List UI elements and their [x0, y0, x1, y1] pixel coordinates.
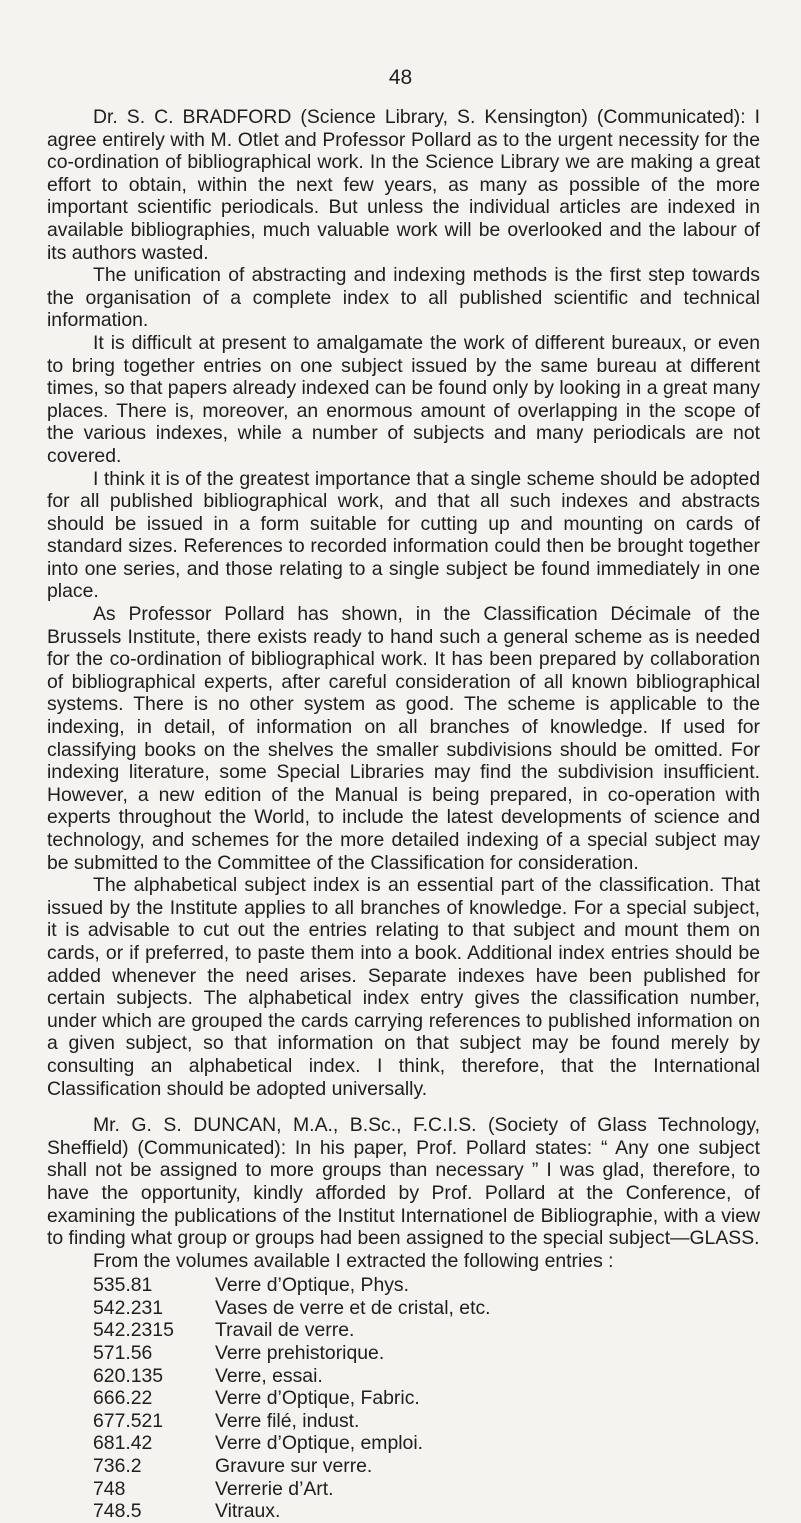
- entry-code: 677.521: [93, 1409, 164, 1432]
- list-item: [93, 1319, 760, 1342]
- list-item: [93, 1455, 760, 1478]
- entry-code: 736.2: [93, 1455, 142, 1478]
- list-item: [93, 1342, 760, 1365]
- entry-code: 681.42: [93, 1432, 153, 1455]
- entry-code: 748.5: [93, 1500, 142, 1523]
- classification-entries-list: [93, 1274, 760, 1523]
- entry-code: 620.135: [93, 1364, 164, 1387]
- entry-code: 748: [93, 1477, 126, 1500]
- body-text: [47, 106, 760, 1523]
- list-item: [93, 1410, 760, 1433]
- entry-description: Verrerie d’Art.: [215, 1477, 334, 1500]
- paragraph-entries-intro: From the volumes available I extracted the following entries :: [93, 1249, 614, 1272]
- entry-code: 535.81: [93, 1274, 153, 1297]
- list-item: [93, 1297, 760, 1320]
- entry-description: Verre d’Optique, Phys.: [215, 1274, 410, 1297]
- paragraph-amalgamate: It is difficult at present to amalgamate the work of different bureaux, or even to bring together entries on one subject issued by the same bureau at different times, so that papers already indexed can be found only by looking in a great many places. There is, moreover, an enormous amount of overlapping in the scope of the various indexes, while a number of subjects and many periodicals are not covered.: [47, 331, 760, 467]
- entry-description: Travail de verre.: [215, 1319, 355, 1342]
- list-item: [93, 1478, 760, 1501]
- entry-code: 666.22: [93, 1387, 153, 1410]
- entry-description: Verre d’Optique, emploi.: [215, 1432, 424, 1455]
- entry-code: 542.231: [93, 1296, 164, 1319]
- entry-description: Gravure sur verre.: [215, 1455, 373, 1478]
- entry-description: Verre, essai.: [215, 1364, 323, 1387]
- entry-description: Vitraux.: [215, 1500, 281, 1523]
- paragraph-unification: The unification of abstracting and indexing methods is the first step towards the organisation of a complete index to all published scientific and technical information.: [47, 264, 760, 332]
- list-item: [93, 1387, 760, 1410]
- entry-code: 571.56: [93, 1342, 153, 1365]
- list-item: [93, 1500, 760, 1523]
- paragraph-alphabetical-index: The alphabetical subject index is an essential part of the classification. That issued by the Institute applies to all branches of knowledge. For a special subject, it is advisable to cut out the entries relating to that subject and mount them on cards, or if preferred, to paste them into a book. Additional index entries should be added whenever the need arises. Separate indexes have been published for certain subjects. The alphabetical index entry gives the classification number, under which are grouped the cards carrying references to published information on a given subject, so that information on that subject may be found merely by consulting an alphabetical index. I think, therefore, that the International Classification should be adopted universally.: [47, 874, 760, 1100]
- entry-description: Verre d’Optique, Fabric.: [215, 1387, 420, 1410]
- paragraph-duncan-intro: Mr. G. S. DUNCAN, M.A., B.Sc., F.C.I.S. (Society of Glass Technology, Sheffield) (Communicated): In his paper, Prof. Pollard states: “ Any one subject shall not be assigned to more groups than necessary ” I was glad, therefore, to have the opportunity, kindly afforded by Prof. Pollard at the Conference, of examining the publications of the Institut Internationel de Bibliographie, with a view to finding what group or groups had been assigned to the special subject—GLASS.: [47, 1114, 760, 1250]
- entry-description: Vases de verre et de cristal, etc.: [215, 1296, 491, 1319]
- entry-description: Verre filé, indust.: [215, 1409, 360, 1432]
- list-item: [93, 1432, 760, 1455]
- list-item: [93, 1274, 760, 1297]
- list-item: [93, 1365, 760, 1388]
- page-number: 48: [388, 66, 413, 89]
- paragraph-bradford-intro: Dr. S. C. BRADFORD (Science Library, S. Kensington) (Communicated): I agree entirely with M. Otlet and Professor Pollard as to the urgent necessity for the co-ordination of bibliographical work. In the Science Library we are making a great effort to obtain, within the next few years, as many as possible of the more important scientific periodicals. But unless the individual articles are indexed in available bibliographies, much valuable work will be overlooked and the labour of its authors wasted.: [47, 106, 760, 264]
- entry-code: 542.2315: [93, 1319, 174, 1342]
- paragraph-single-scheme: I think it is of the greatest importance that a single scheme should be adopted for all published bibliographical work, and that all such indexes and abstracts should be issued in a form suitable for cutting up and mounting on cards of standard sizes. References to recorded information could then be brought together into one series, and those relating to a single subject be found immediately in one place.: [47, 467, 760, 603]
- entry-description: Verre prehistorique.: [215, 1342, 385, 1365]
- paragraph-classification-decimale: As Professor Pollard has shown, in the Classification Décimale of the Brussels Institute, there exists ready to hand such a general scheme as is needed for the co-ordination of bibliographical work. It has been prepared by collaboration of bibliographical experts, after careful consideration of all known bibliographical systems. There is no other system as good. The scheme is applicable to the indexing, in detail, of information on all branches of knowledge. If used for classifying books on the shelves the smaller subdivisions should be omitted. For indexing literature, some Special Libraries may find the subdivision insufficient. However, a new edition of the Manual is being prepared, in co-operation with experts throughout the World, to include the latest developments of science and technology, and schemes for the more detailed indexing of a special subject may be submitted to the Committee of the Classification for consideration.: [47, 603, 760, 874]
